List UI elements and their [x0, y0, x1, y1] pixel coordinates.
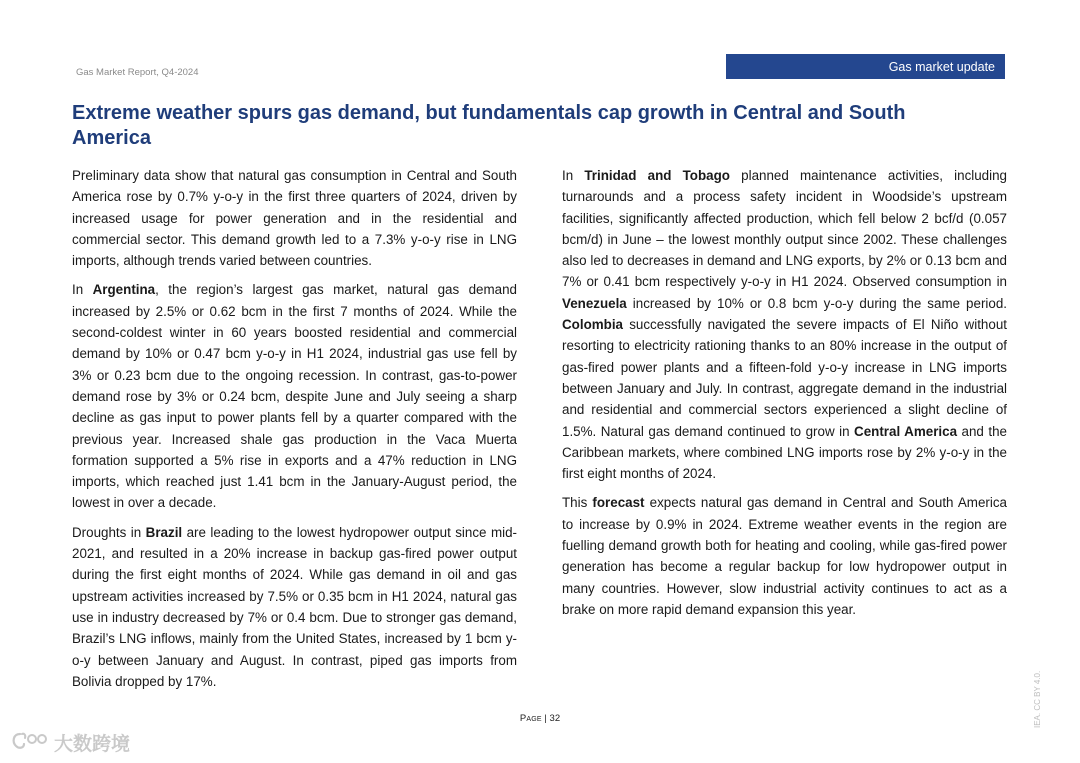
country-brazil: Brazil — [145, 524, 183, 540]
page-label: Page — [519, 713, 542, 724]
page-number-value: 32 — [549, 713, 561, 724]
country-venezuela: Venezuela — [562, 295, 627, 311]
paragraph-forecast: This forecast expects natural gas demand in Central and South America to increase by 0.9% in 2024. Extreme weather events in the region are fuelling demand growth both for heating and cooling, while gas-fired power generation has become a regular backup for low hydropower output in many countries. However, slow industrial activity continues to act as a brake on more rapid demand expansion this year. — [562, 495, 1007, 617]
license-notice: IEA. CC BY 4.0. — [1033, 670, 1042, 728]
country-colombia: Colombia — [562, 317, 624, 333]
report-title: Gas Market Report, Q4-2024 — [76, 67, 199, 78]
paragraph-intro: Preliminary data show that natural gas consumption in Central and South America rose by 0.7% y-o-y in the first three quarters of 2024, driven by increased usage for power generation and in the residential and commercial sector. This demand growth led to a 7.3% y-o-y rise in LNG imports, although trends varied between countries. — [72, 168, 517, 269]
section-badge — [726, 54, 1005, 79]
watermark-text: 大数跨境 — [54, 733, 131, 755]
paragraph-brazil: Droughts in Brazil are leading to the lowest hydropower output since mid-2021, and resulted in a 20% increase in backup gas-fired power output during the first eight months of 2024. While gas demand in oil and gas upstream activities increased by 7.5% or 0.35 bcm in H1 2024, natural gas use in industry decreased by 7% or 0.4 bcm. Due to stronger gas demand, Brazil’s LNG inflows, mainly from the United States, increased by 1 bcm y-o-y between January and August. In contrast, piped gas imports from Bolivia dropped by 17%. — [72, 524, 517, 689]
right-column — [562, 165, 1007, 628]
page-number: Page | 32 — [519, 713, 561, 724]
watermark — [10, 729, 130, 755]
country-argentina: Argentina — [92, 282, 156, 298]
paragraph-caribbean: In Trinidad and Tobago planned maintenance activities, including turnarounds and a process safety incident in Woodside’s upstream facilities, significantly affected production, which fell below 2 bcf/d (0.057 bcm/d) in June – the lowest monthly output since 2002. These challenges also led to decreases in demand and LNG exports, by 2% or 0.13 bcm and 7% or 0.41 bcm respectively y-o-y in H1 2024. Observed consumption in Venezuela increased by 10% or 0.8 bcm y-o-y during the same period. Colombia successfully navigated the severe impacts of El Niño without resorting to electricity rationing thanks to an 80% increase in the output of gas-fired power plants and a fifteen-fold y-o-y increase in LNG imports between January and July. In contrast, aggregate demand in the industrial and residential and commercial sectors experienced a slight decline of 1.5%. Natural gas demand continued to grow in Central America and the Caribbean markets, where combined LNG imports rose by 2% y-o-y in the first eight months of 2024. — [562, 168, 1007, 482]
paragraph-argentina: In Argentina, the region’s largest gas market, natural gas demand increased by 2.5% or 0.62 bcm in the first 7 months of 2024. While the second-coldest winter in 60 years boosted residential and commercial demand by 10% or 0.47 bcm y-o-y in H1 2024, industrial gas use fell by 3% or 0.23 bcm due to the ongoing recession. In contrast, gas-to-power demand rose by 3% or 0.24 bcm, despite June and July seeing a sharp decline as gas input to power plants fell by a quarter compared with the previous year. Increased shale gas production in the Vaca Muerta formation supported a 5% rise in exports and a 47% reduction in LNG imports, which reached just 1.41 bcm in the January-August period, the lowest in over a decade. — [72, 282, 518, 511]
section-badge-label: Gas market update — [888, 59, 995, 74]
left-column — [72, 165, 517, 700]
country-trinidad: Trinidad and Tobago — [584, 168, 730, 183]
page-title: Extreme weather spurs gas demand, but fundamentals cap growth in Central and South America — [72, 102, 906, 149]
region-central-america: Central America — [854, 423, 958, 439]
forecast-keyword: forecast — [592, 495, 645, 511]
watermark-logo-icon — [10, 730, 50, 754]
